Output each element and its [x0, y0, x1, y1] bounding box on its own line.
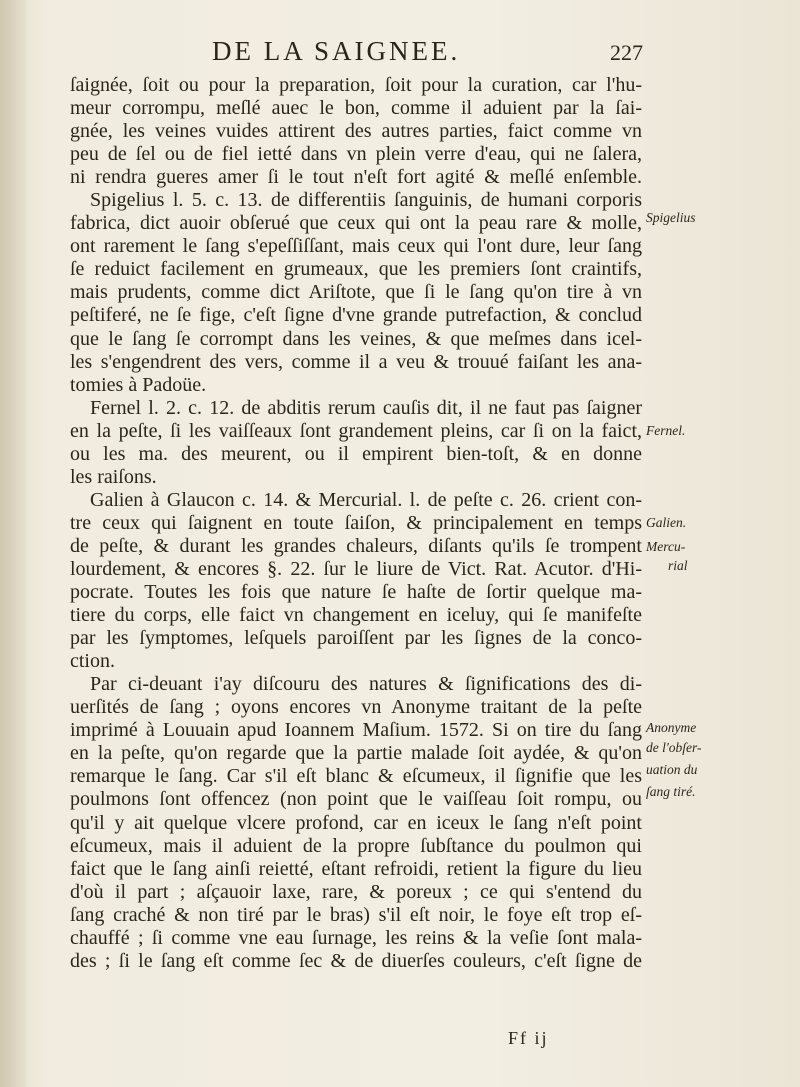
- margin-note-mercurial-1: Mercu-: [646, 539, 686, 554]
- text-line: poulmons ſont offencez (non point que le vaiſſeau ſoit rompu, ou: [70, 788, 642, 811]
- text-line: qu'il y ait quelque vlcere profond, car en iceux le ſang n'eſt point: [70, 811, 642, 834]
- signature-mark: Ff ij: [508, 1028, 549, 1048]
- text-line: gnée, les veines vuides attirent des autres parties, faict comme vn: [70, 120, 642, 143]
- page-gutter: [0, 0, 26, 1087]
- text-line: Spigelius l. 5. c. 13. de differentiis ſanguinis, de humani corporis: [90, 189, 642, 212]
- text-line: tiere du corps, elle faict vn changement en iceluy, qui ſe manifeſte: [70, 604, 642, 627]
- text-line: chauffé ; ſi comme vne eau ſurnage, les reins & la veſie ſont mala-: [70, 926, 642, 949]
- text-line: meur corrompu, meſlé auec le bon, comme il aduient par la ſai-: [70, 97, 642, 120]
- text-line: mais prudents, comme dict Ariſtote, que ſi le ſang qu'on tire à vn: [70, 281, 642, 304]
- text-line: ont rarement le ſang s'epeſſiſſant, mais ceux qui l'ont dure, leur ſang: [70, 235, 642, 258]
- text-line: les raiſons.: [70, 465, 157, 488]
- margin-note-fernel: Fernel.: [646, 423, 686, 438]
- text-line: de peſte, & durant les grandes chaleurs, diſants qu'ils ſe trompent: [70, 534, 642, 557]
- text-line: ni rendra gueres amer ſi le tout n'eſt fort agité & meſlé enſemble.: [70, 166, 642, 189]
- text-line: tre ceux qui ſaignent en toute ſaiſon, & principalement en temps: [70, 511, 642, 534]
- margin-note-anonyme: Anonyme: [646, 720, 697, 735]
- text-line: ſaignée, ſoit ou pour la preparation, ſoit pour la curation, car l'hu-: [70, 74, 642, 96]
- page-header: [0, 36, 800, 76]
- text-line: des ; ſi le ſang eſt comme ſec & de diuerſes couleurs, c'eſt ſigne de: [70, 949, 642, 972]
- margin-note-observation-1: de l'obſer-: [646, 740, 702, 755]
- text-line: ou les ma. des meurent, ou il empirent bien-toſt, & en donne: [70, 442, 642, 465]
- margin-note-mercurial-2: rial: [668, 558, 688, 573]
- text-line: ſang craché & non tiré par le bras) s'il eſt noir, le foye eſt trop eſ-: [70, 903, 642, 926]
- margin-note-observation-2: uation du: [646, 762, 698, 777]
- text-line: peu de ſel ou de fiel ietté dans vn plein verre d'eau, qui ne ſalera,: [70, 143, 642, 166]
- text-line: que le ſang ſe corrompt dans les veines, & que meſmes dans icel-: [70, 327, 642, 350]
- text-line: lourdement, & encores §. 22. ſur le liure de Vict. Rat. Acutor. d'Hi-: [70, 557, 642, 580]
- body-text: [70, 74, 642, 973]
- text-line: imprimé à Louuain apud Ioannem Maſium. 1572. Si on tire du ſang: [70, 719, 642, 742]
- text-line: remarque le ſang. Car s'il eſt blanc & eſcumeux, il ſignifie que les: [70, 765, 642, 788]
- text-line: uerſités de ſang ; oyons encores vn Anonyme traitant de la peſte: [70, 696, 642, 719]
- text-line: Galien à Glaucon c. 14. & Mercurial. l. de peſte c. 26. crient con-: [90, 488, 642, 511]
- text-line: les s'engendrent des vers, comme il a veu & trouué faiſant les ana-: [70, 350, 642, 373]
- text-line: en la peſte, qu'on regarde que la partie malade ſoit aydée, & qu'on: [70, 742, 642, 765]
- text-line: d'où il part ; aſçauoir laxe, rare, & poreux ; ce qui s'entend du: [70, 880, 642, 903]
- text-line: ſe reduict facilement en grumeaux, que les premiers ſont craintifs,: [70, 258, 642, 281]
- text-line: faict que le ſang ainſi reietté, eſtant refroidi, retient la figure du lieu: [70, 857, 642, 880]
- page-number: 227: [610, 40, 643, 65]
- text-line: par les ſymptomes, leſquels paroiſſent par les ſignes de la conco-: [70, 627, 642, 650]
- text-line: Par ci-deuant i'ay diſcouru des natures & ſignifications des di-: [90, 673, 642, 696]
- text-line: eſcumeux, mais il aduient de la propre ſubſtance du poulmon qui: [70, 834, 642, 857]
- margin-note-galien: Galien.: [646, 515, 687, 530]
- text-line: en la peſte, ſi les vaiſſeaux ſont grandement pleins, car ſi on la faict,: [70, 419, 642, 442]
- text-line: pocrate. Toutes les fois que nature ſe haſte de ſortir quelque ma-: [70, 581, 642, 604]
- margin-note-spigelius: Spigelius: [646, 210, 696, 225]
- text-line: peſtiferé, ne ſe fige, c'eſt ſigne d'vne grande putrefaction, & conclud: [70, 304, 642, 327]
- margin-note-observation-3: ſang tiré.: [646, 784, 696, 799]
- text-line: tomies à Padoüe.: [70, 373, 207, 396]
- running-title: DE LA SAIGNEE.: [212, 36, 461, 66]
- text-line: fabrica, dict auoir obſerué que ceux qui ont la peau rare & molle,: [70, 212, 642, 235]
- text-line: ction.: [70, 650, 115, 673]
- text-line: Fernel l. 2. c. 12. de abditis rerum cauſis dit, il ne faut pas ſaigner: [90, 396, 642, 419]
